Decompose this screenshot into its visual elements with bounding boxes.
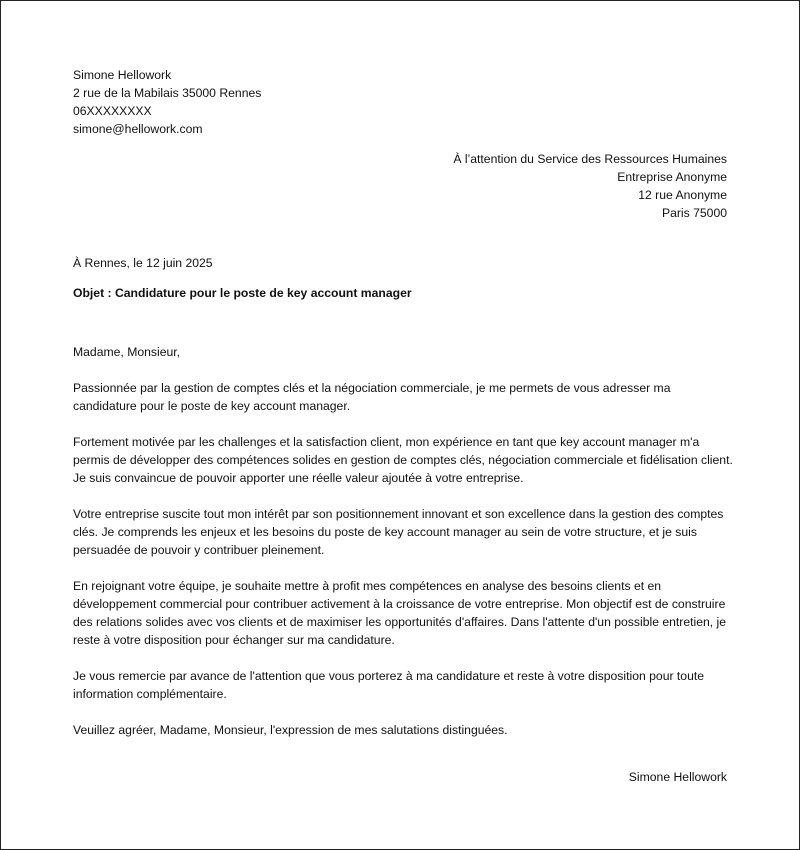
signature: Simone Hellowork [628, 770, 727, 784]
body-paragraph: Passionnée par la gestion de comptes clés et la négociation commerciale, je me permets de vous adresser ma candidature pour le poste de key account manager. [73, 381, 671, 413]
recipient-block [453, 150, 727, 222]
closing-formula: Veuillez agréer, Madame, Monsieur, l'expression de mes salutations distinguées. [73, 723, 508, 737]
sender-name: Simone Hellowork [73, 68, 172, 82]
sender-email: simone@hellowork.com [73, 122, 203, 136]
body-paragraph: Fortement motivée par les challenges et la satisfaction client, mon expérience en tant que key account manager m'a permis de développer des compétences solides en gestion de comptes clés, négociation commerciale et fidélisation client. Je suis convaincue de pouvoir apporter une réelle valeur ajoutée à votre entreprise. [73, 435, 733, 485]
sender-phone: 06XXXXXXXX [73, 104, 152, 118]
date-line: À Rennes, le 12 juin 2025 [73, 256, 213, 270]
sender-block [73, 66, 261, 138]
body-paragraph: Je vous remercie par avance de l'attention que vous porterez à ma candidature et reste à votre disposition pour toute information complémentaire. [73, 669, 705, 701]
subject-line: Objet : Candidature pour le poste de key account manager [73, 286, 412, 300]
recipient-street: 12 rue Anonyme [638, 188, 727, 202]
body-paragraph: Votre entreprise suscite tout mon intérêt par son positionnement innovant et son excellence dans la gestion des comptes clés. Je comprends les enjeux et les besoins du poste de key account manager au sein de votre structure, et je suis persuadée de pouvoir y contribuer pleinement. [73, 507, 724, 557]
recipient-company: Entreprise Anonyme [617, 170, 727, 184]
salutation: Madame, Monsieur, [73, 345, 181, 359]
body-paragraph: En rejoignant votre équipe, je souhaite mettre à profit mes compétences en analyse des besoins clients et en développement commercial pour contribuer activement à la croissance de votre entreprise. Mon objectif est de construire des relations solides avec vos clients et de maximiser les opportunités d'affaires. Dans l'attente d'un possible entretien, je reste à votre disposition pour échanger sur ma candidature. [73, 579, 727, 647]
letter-body [73, 343, 733, 757]
recipient-city: Paris 75000 [661, 206, 727, 220]
recipient-attention: À l’attention du Service des Ressources Humaines [453, 152, 727, 166]
sender-address: 2 rue de la Mabilais 35000 Rennes [73, 86, 262, 100]
